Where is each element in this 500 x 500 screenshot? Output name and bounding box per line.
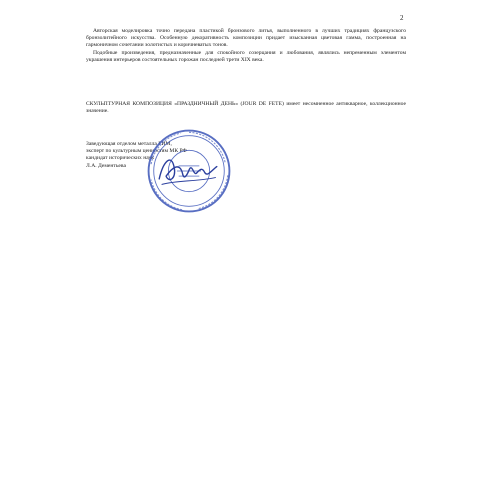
signer-name: Л.А. Дементьева	[86, 162, 126, 169]
signer-position: Заведующая отделом металла ГИМ,	[86, 141, 172, 147]
signer-expert-title: эксперт по культурным ценностям МК РФ	[86, 148, 187, 155]
paragraph-modeling: Авторская моделировка точно передана пластикой бронзового литья, выполненного в лучших традициях французского бронзолитейного искусства. Особенную декоративность композиции придает изысканная цветовая гамма, построенная на гармоничном сочетании золотистых и коричневатых тонов.	[86, 28, 406, 49]
body-text	[86, 28, 406, 64]
handwritten-signature	[152, 146, 224, 194]
paragraph-purpose: Подобные произведения, предназначенные для спокойного созерцания и любования, являлись непременным элементом украшения интерьеров состоятельных горожан последней трети XIX века.	[86, 49, 406, 63]
page-number: 2	[400, 14, 404, 22]
conclusion-paragraph: СКУЛЬПТУРНАЯ КОМПОЗИЦИЯ «ПРАЗДНИЧНЫЙ ДЕНЬ» (JOUR DE FETE) имеет несомненное антикварное, коллекционное значение.	[86, 101, 406, 115]
signer-degree: кандидат исторических наук	[86, 155, 154, 162]
